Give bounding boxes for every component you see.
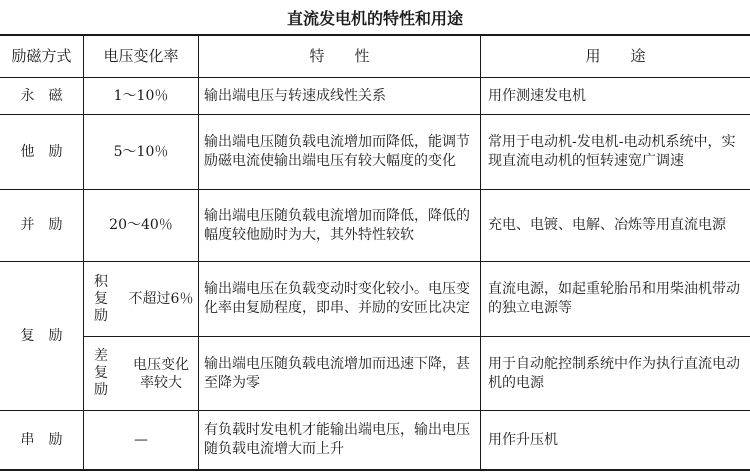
table-row-voltage-rate: 电压变化率较大 [133, 356, 189, 391]
table-row-excitation: 他 励 [20, 143, 63, 160]
column-divider [480, 34, 481, 470]
subtype-label: 积复励 [94, 273, 108, 324]
subtype-label: 差复励 [94, 348, 108, 398]
table-row-usage: 直流电源，如起重轮胎吊和用柴油机带动的独立电源等 [488, 281, 740, 316]
table-row-excitation: 串 励 [20, 431, 63, 448]
table-title: 直流发电机的特性和用途 [286, 9, 463, 28]
table-row-usage: 用作测速发电机 [488, 87, 586, 104]
table-row-characteristic: 输出端电压随负载电流增加而迅速下降，甚至降为零 [204, 355, 470, 391]
table-row-usage: 常用于电动机-发电机-电动机系统中，实现直流电动机的恒转速宽广调速 [488, 134, 736, 169]
table-row-voltage-rate: 1～10％ [113, 87, 169, 104]
header-voltage-rate: 电压变化率 [103, 47, 179, 65]
column-divider [198, 34, 199, 470]
table-row-usage: 用作升压机 [488, 431, 558, 448]
table-row-voltage-rate: 20～40％ [109, 217, 173, 233]
table-row-excitation: 并 励 [20, 217, 63, 233]
header-characteristic: 特 性 [309, 47, 370, 65]
table-row-characteristic: 输出端电压随负载电流增加而降低，降低的幅度较他励时为大，其外特性较软 [204, 207, 470, 243]
table-row-characteristic: 有负载时发电机才能输出端电压，输出电压随负载电流增大而上升 [204, 422, 470, 457]
table-row-voltage-rate: — [134, 431, 148, 448]
header-usage: 用 途 [585, 47, 646, 65]
table-row-characteristic: 输出端电压在负载变动时变化较小。电压变化率由复励程度，即串、并励的安匝比决定 [204, 281, 470, 316]
table-row-characteristic: 输出端电压与转速成线性关系 [204, 87, 386, 104]
bottom-rule [0, 469, 750, 471]
table-row-usage: 用于自动舵控制系统中作为执行直流电动机的电源 [488, 355, 740, 391]
table-row-excitation: 复 励 [20, 327, 63, 344]
table-row-excitation: 永 磁 [20, 87, 63, 104]
table-row-usage: 充电、电镀、电解、冶炼等用直流电源 [488, 217, 726, 233]
table-row-voltage-rate: 5～10％ [113, 143, 169, 160]
header-excitation: 励磁方式 [11, 47, 72, 65]
table-row-voltage-rate: 不超过6％ [128, 291, 194, 307]
table-row-characteristic: 输出端电压随负载电流增加而降低，能调节励磁电流使输出端电压有较大幅度的变化 [204, 134, 470, 169]
